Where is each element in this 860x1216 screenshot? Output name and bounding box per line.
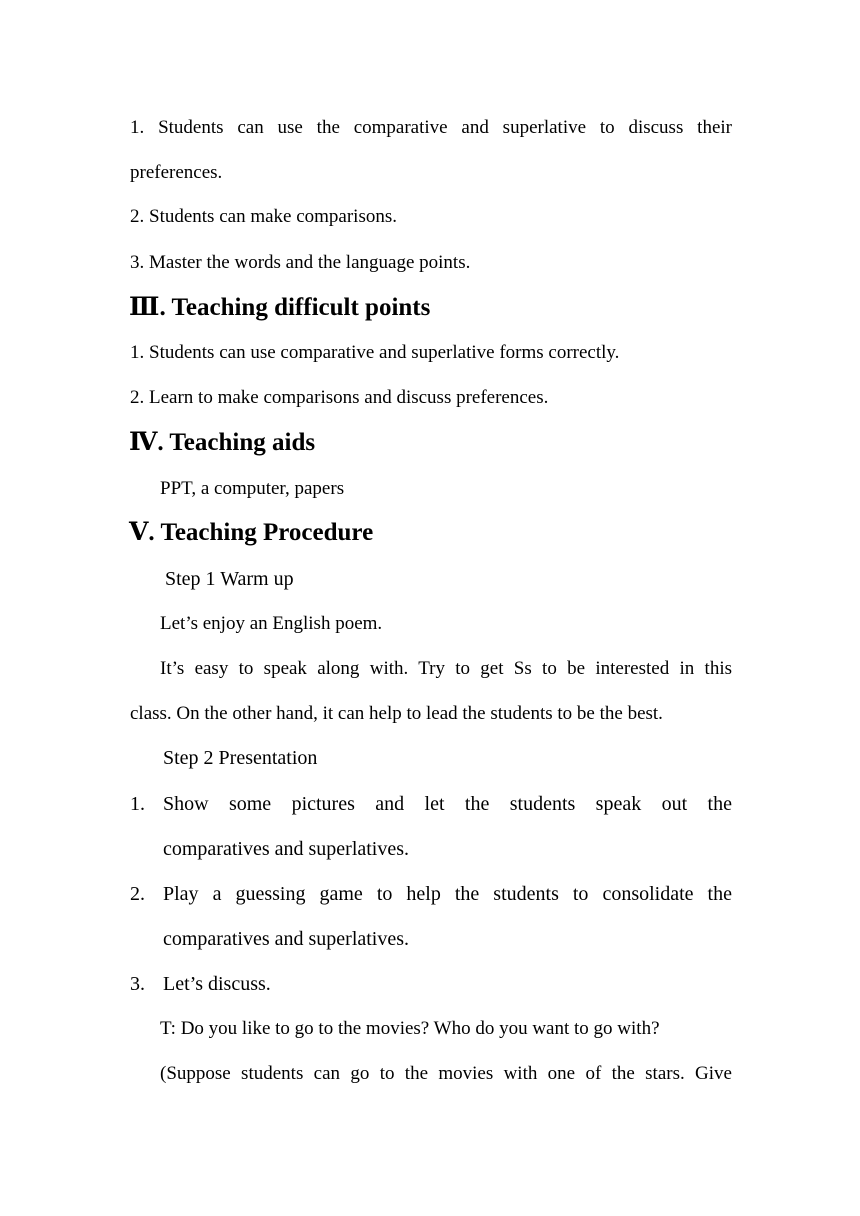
step-1-line-2: It’s easy to speak along with. Try to get Ss to be interested in this <box>160 658 732 679</box>
presentation-item-1-line-2: comparatives and superlatives. <box>163 838 410 860</box>
presentation-item-3-line-1: Let’s discuss. <box>163 973 271 995</box>
presentation-item-2-number: 2. <box>130 883 145 905</box>
dialog-line-1: T: Do you like to go to the movies? Who do you want to go with? <box>160 1018 660 1039</box>
difficult-point-item-2: 2. Learn to make comparisons and discuss preferences. <box>130 387 549 408</box>
presentation-item-1-number: 1. <box>130 793 145 815</box>
objective-item-2: 2. Students can make comparisons. <box>130 206 398 227</box>
objective-item-1-line-1: 1. Students can use the comparative and superlative to discuss their <box>130 117 732 138</box>
step-1-title: Step 1 Warm up <box>165 568 294 590</box>
section-heading-teaching-procedure: Ⅴ. Teaching Procedure <box>129 519 374 546</box>
difficult-point-item-1: 1. Students can use comparative and superlative forms correctly. <box>130 342 620 363</box>
dialog-line-2: (Suppose students can go to the movies with one of the stars. Give <box>160 1063 732 1084</box>
step-1-line-3: class. On the other hand, it can help to lead the students to be the best. <box>130 703 663 724</box>
presentation-item-2-line-2: comparatives and superlatives. <box>163 928 410 950</box>
step-1-line-1: Let’s enjoy an English poem. <box>160 613 383 634</box>
section-heading-difficult-points: Ⅲ. Teaching difficult points <box>129 294 431 321</box>
section-heading-teaching-aids: Ⅳ. Teaching aids <box>129 429 316 456</box>
objective-item-1-line-2: preferences. <box>130 162 223 183</box>
presentation-item-3-number: 3. <box>130 973 145 995</box>
step-2-title: Step 2 Presentation <box>163 747 318 769</box>
objective-item-3: 3. Master the words and the language points. <box>130 252 471 273</box>
presentation-item-2-line-1: Play a guessing game to help the students to consolidate the <box>163 883 732 905</box>
presentation-item-1-line-1: Show some pictures and let the students speak out the <box>163 793 732 815</box>
teaching-aids-text: PPT, a computer, papers <box>160 478 345 499</box>
